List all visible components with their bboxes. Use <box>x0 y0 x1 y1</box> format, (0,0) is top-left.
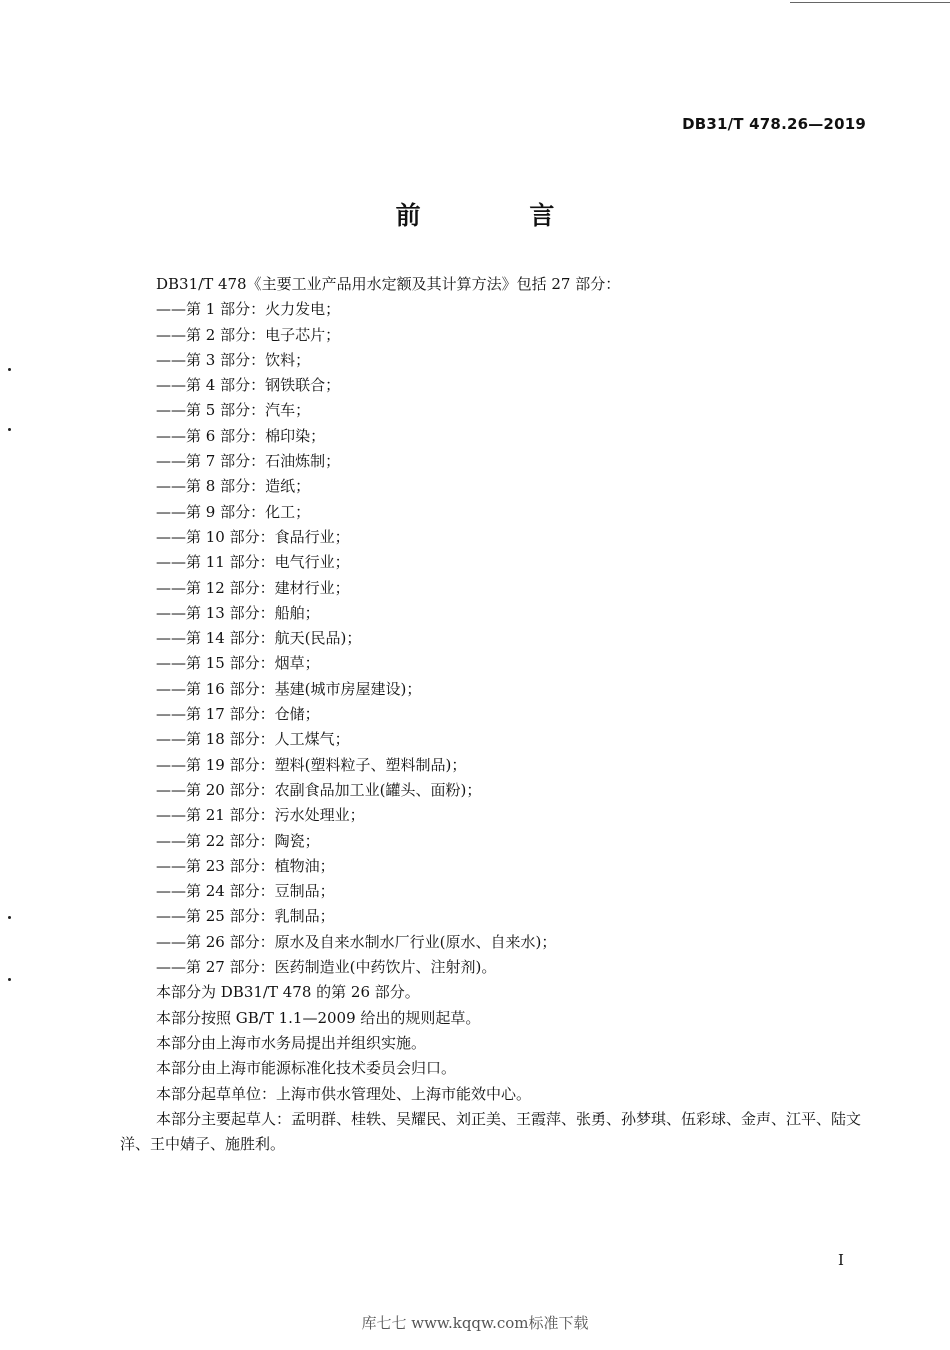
drafting-units-statement: 本部分起草单位：上海市供水管理处、上海市能效中心。 <box>156 1084 532 1103</box>
list-item: ——第 9 部分：化工； <box>156 502 311 521</box>
page-title: 前 言 <box>395 201 605 230</box>
margin-dot <box>8 978 11 981</box>
list-item: ——第 12 部分：建材行业； <box>156 578 350 597</box>
list-item: ——第 4 部分：钢铁联合； <box>156 376 341 395</box>
managed-by-statement: 本部分由上海市能源标准化技术委员会归口。 <box>156 1059 457 1078</box>
drafting-rule-statement: 本部分按照 GB/T 1.1—2009 给出的规则起草。 <box>156 1008 481 1027</box>
list-item: ——第 13 部分：船舶； <box>156 603 320 622</box>
margin-dot <box>8 916 11 919</box>
list-item: ——第 14 部分：航天(民品)； <box>156 629 362 648</box>
part-of-statement: 本部分为 DB31/T 478 的第 26 部分。 <box>156 983 420 1002</box>
drafters-statement: 本部分主要起草人：孟明群、桂轶、吴耀民、刘正美、王霞萍、张勇、孙梦琪、伍彩球、金声、江平、陆文洋、王中婧子、施胜利。 <box>120 1109 862 1154</box>
list-item: ——第 11 部分：电气行业； <box>156 553 350 572</box>
list-item: ——第 27 部分：医药制造业(中药饮片、注射剂)。 <box>156 958 497 977</box>
list-item: ——第 16 部分：基建(城市房屋建设)； <box>156 679 422 698</box>
list-item: ——第 7 部分：石油炼制； <box>156 452 341 471</box>
list-item: ——第 18 部分：人工煤气； <box>156 730 350 749</box>
list-item: ——第 3 部分：饮料； <box>156 350 311 369</box>
proposed-by-statement: 本部分由上海市水务局提出并组织实施。 <box>156 1033 427 1052</box>
list-item: ——第 10 部分：食品行业； <box>156 527 350 546</box>
list-item: ——第 2 部分：电子芯片； <box>156 325 341 344</box>
list-item: ——第 19 部分：塑料(塑料粒子、塑料制品)； <box>156 755 467 774</box>
list-item: ——第 6 部分：棉印染； <box>156 426 326 445</box>
list-item: ——第 26 部分：原水及自来水制水厂行业(原水、自来水)； <box>156 932 557 951</box>
parts-list <box>120 297 880 980</box>
list-item: ——第 15 部分：烟草； <box>156 654 320 673</box>
top-rule <box>790 2 950 3</box>
list-item: ——第 17 部分：仓储； <box>156 705 320 724</box>
document-code: DB31/T 478.26—2019 <box>682 115 866 133</box>
list-item: ——第 1 部分：火力发电； <box>156 300 341 319</box>
margin-dot <box>8 428 11 431</box>
list-item: ——第 25 部分：乳制品； <box>156 907 335 926</box>
list-item: ——第 21 部分：污水处理业； <box>156 806 365 825</box>
page-number: I <box>838 1251 844 1269</box>
list-item: ——第 24 部分：豆制品； <box>156 882 335 901</box>
list-item: ——第 5 部分：汽车； <box>156 401 311 420</box>
margin-dot <box>8 368 11 371</box>
watermark: 库七七 www.kqqw.com标准下载 <box>361 1314 589 1332</box>
foreword-body <box>120 272 880 1157</box>
list-item: ——第 22 部分：陶瓷； <box>156 831 320 850</box>
list-item: ——第 8 部分：造纸； <box>156 477 311 496</box>
list-item: ——第 20 部分：农副食品加工业(罐头、面粉)； <box>156 780 482 799</box>
list-item: ——第 23 部分：植物油； <box>156 856 335 875</box>
intro-paragraph: DB31/T 478《主要工业产品用水定额及其计算方法》包括 27 部分： <box>156 275 621 293</box>
